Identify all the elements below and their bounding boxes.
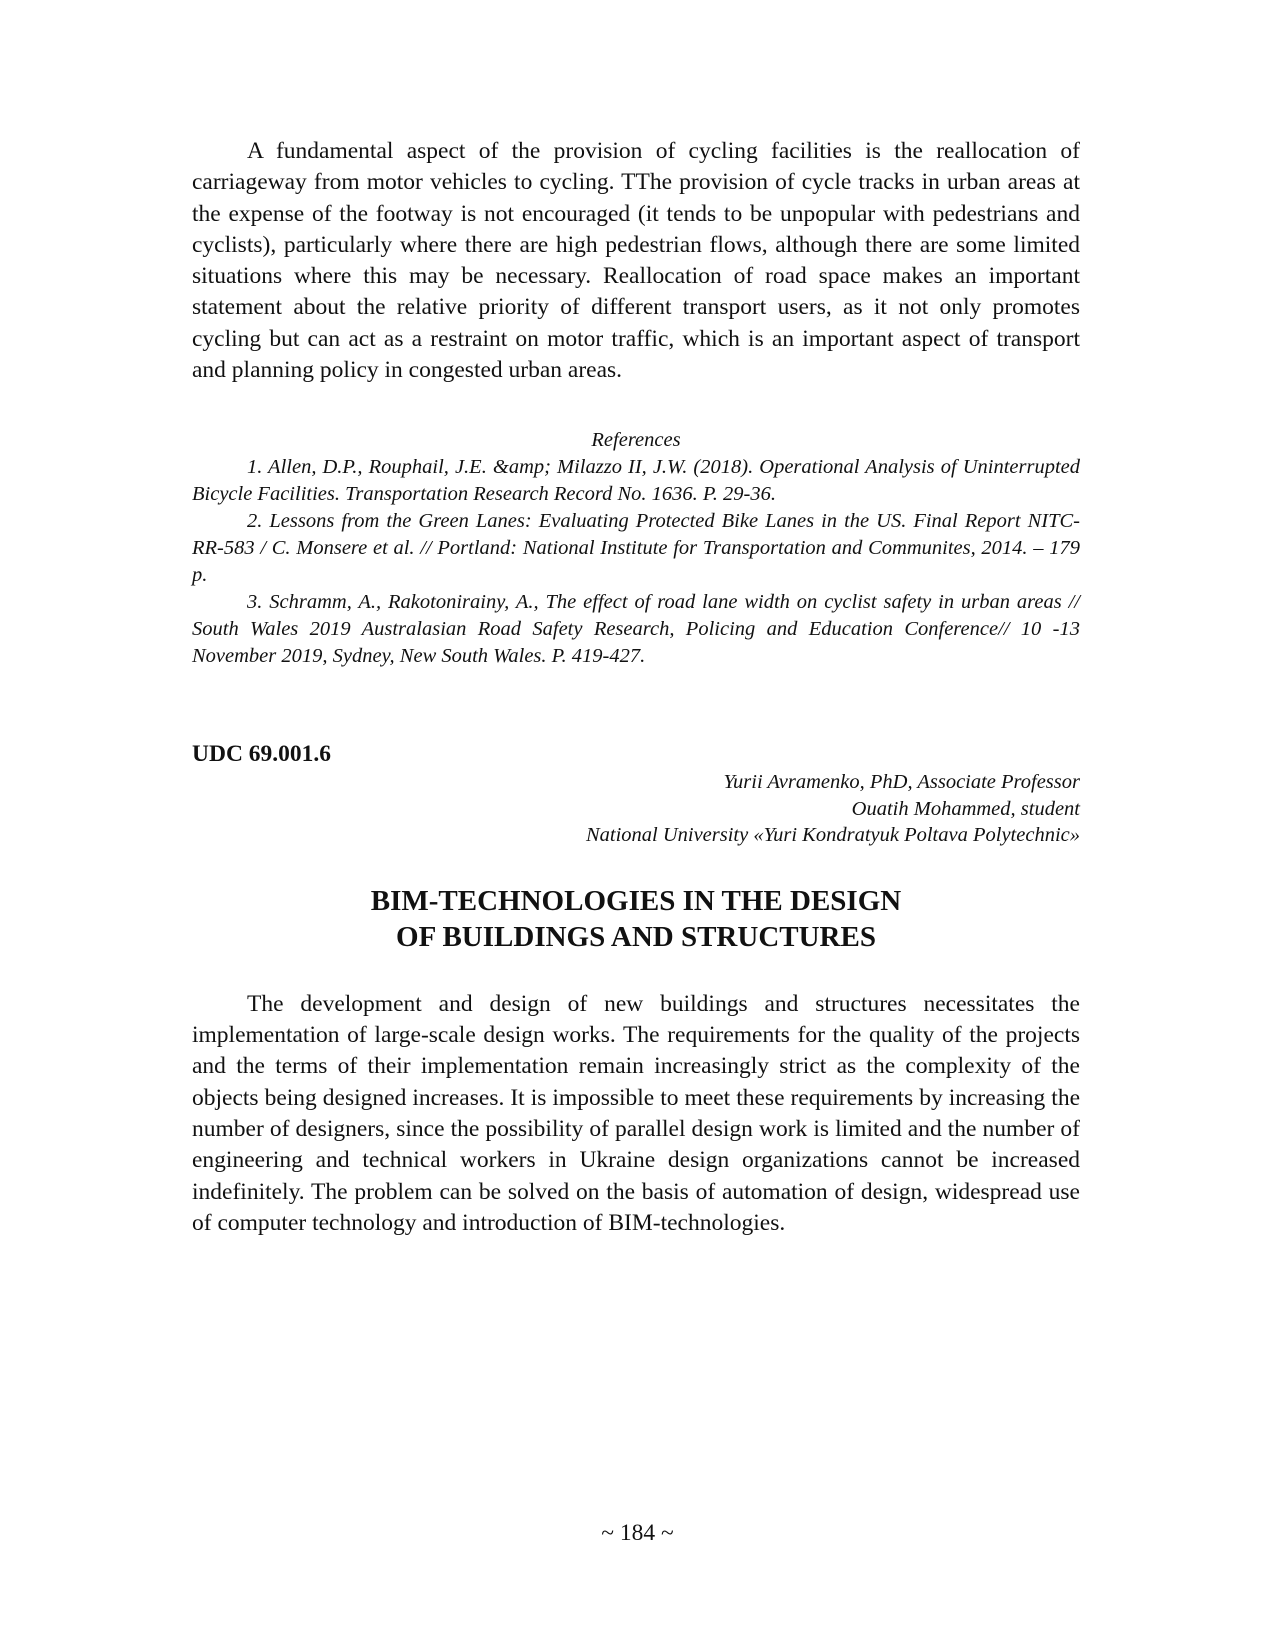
article-abstract: The development and design of new buildings and structures necessitates the implementation of large-scale design works. The requirements for the quality of the projects and the terms of their implementation remain increasingly strict as the complexity of the objects being designed increases. It is impossible to meet these requirements by increasing the number of designers, since the possibility of parallel design work is limited and the number of engineering and technical workers in Ukraine design organizations cannot be increased indefinitely. The problem can be solved on the basis of automation of design, widespread use of computer technology and introduction of BIM-technologies. [192,990,1080,1236]
article-section [192,739,1080,1239]
udc-code: UDC 69.001.6 [192,741,332,768]
author-block [192,769,1080,849]
reference-item-3: 3. Schramm, A., Rakotonirainy, A., The effect of road lane width on cyclist safety in urban areas // South Wales 2019 Australasian Road Safety Research, Policing and Education Conference// 10 -13 November 2019, Sydney, New South Wales. P. 419-427. [192,591,1080,668]
reference-item-1: 1. Allen, D.P., Rouphail, J.E. &amp; Milazzo II, J.W. (2018). Operational Analysis of Uninterrupted Bicycle Facilities. Transportation Research Record No. 1636. P. 29-36. [192,456,1080,506]
article-title [192,883,1080,955]
page-number: ~ 184 ~ [601,1520,674,1546]
author-line-1: Yurii Avramenko, PhD, Associate Professor [723,771,1080,794]
title-line-1: BIM-TECHNOLOGIES IN THE DESIGN [370,884,902,917]
page-content [192,136,1080,1239]
references-section [192,427,1080,670]
reference-item-2: 2. Lessons from the Green Lanes: Evaluating Protected Bike Lanes in the US. Final Report NITC-RR-583 / C. Monsere et al. // Portland: National Institute for Transportation and Communites, 2014. – 179 p. [192,510,1080,587]
intro-paragraph: A fundamental aspect of the provision of cycling facilities is the reallocation of carriageway from motor vehicles to cycling. TThe provision of cycle tracks in urban areas at the expense of the footway is not encouraged (it tends to be unpopular with pedestrians and cyclists), particularly where there are high pedestrian flows, although there are some limited situations where this may be necessary. Reallocation of road space makes an important statement about the relative priority of different transport users, as it not only promotes cycling but can act as a restraint on motor traffic, which is an important aspect of transport and planning policy in congested urban areas. [192,138,1080,384]
references-heading: References [591,429,681,452]
author-line-2: Ouatih Mohammed, student [851,797,1080,820]
title-line-2: OF BUILDINGS AND STRUCTURES [396,920,876,953]
affiliation-line: National University «Yuri Kondratyuk Poltava Polytechnic» [585,824,1080,847]
